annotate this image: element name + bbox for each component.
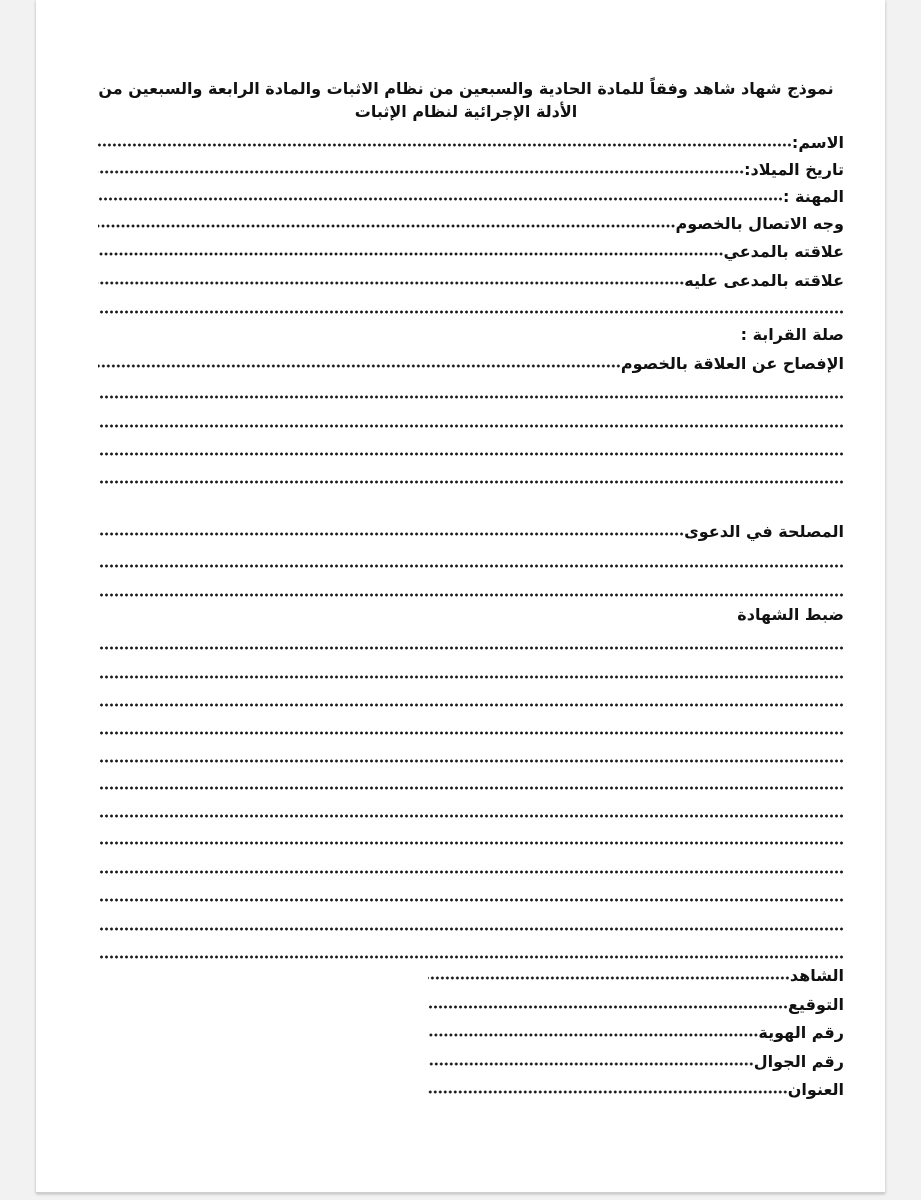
field-address-line — [428, 1090, 788, 1094]
field-profession-label: المهنة : — [783, 187, 844, 206]
field-interest[interactable] — [98, 519, 844, 541]
field-kinship-label: صلة القرابة : — [740, 325, 844, 344]
dotted-line[interactable] — [98, 955, 844, 959]
field-interest-label: المصلحة في الدعوى — [684, 522, 844, 541]
field-address[interactable] — [428, 1077, 844, 1099]
field-witness[interactable] — [428, 963, 844, 985]
field-relation-defendant-label: علاقته بالمدعى عليه — [684, 271, 844, 290]
field-address-label: العنوان — [787, 1080, 844, 1099]
field-signature-line — [428, 1005, 788, 1009]
field-relation-plaintiff-label: علاقته بالمدعي — [723, 242, 844, 261]
dotted-line[interactable] — [98, 703, 844, 707]
dotted-line[interactable] — [98, 564, 844, 568]
field-id-number-label: رقم الهوية — [758, 1023, 844, 1042]
form-title-line-1: نموذج شهاد شاهد وفقاً للمادة الحادية والسبعين من نظام الاثبات والمادة الرابعة والسبعين من — [98, 79, 834, 98]
field-disclosure[interactable] — [98, 351, 844, 373]
form-page — [36, 0, 885, 1193]
field-relation-plaintiff[interactable] — [98, 239, 844, 261]
field-relation-plaintiff-line — [98, 252, 724, 256]
dotted-line[interactable] — [98, 759, 844, 763]
field-testimony[interactable] — [98, 602, 844, 624]
field-signature-label: التوقيع — [788, 995, 844, 1014]
field-interest-line — [98, 532, 684, 536]
field-contact-parties[interactable] — [98, 211, 844, 233]
field-profession[interactable] — [98, 184, 844, 206]
field-birth-date-line — [98, 170, 744, 174]
field-name-label: الاسم: — [791, 133, 844, 152]
dotted-line[interactable] — [98, 593, 844, 597]
dotted-line[interactable] — [98, 452, 844, 456]
form-title-line-2: الأدلة الإجرائية لنظام الإثبات — [354, 102, 578, 121]
field-contact-parties-label: وجه الاتصال بالخصوم — [675, 214, 844, 233]
field-birth-date[interactable] — [98, 157, 844, 179]
field-disclosure-label: الإفصاح عن العلاقة بالخصوم — [620, 354, 844, 373]
dotted-line[interactable] — [98, 786, 844, 790]
dotted-line[interactable] — [98, 927, 844, 931]
dotted-line[interactable] — [98, 898, 844, 902]
field-kinship[interactable] — [98, 322, 844, 344]
dotted-line[interactable] — [98, 870, 844, 874]
field-disclosure-line — [98, 364, 621, 368]
dotted-line[interactable] — [98, 731, 844, 735]
dotted-line[interactable] — [98, 310, 844, 314]
field-mobile-label: رقم الجوال — [753, 1052, 844, 1071]
dotted-line[interactable] — [98, 814, 844, 818]
field-signature[interactable] — [428, 992, 844, 1014]
field-relation-defendant-line — [98, 281, 684, 285]
dotted-line[interactable] — [98, 841, 844, 845]
dotted-line[interactable] — [98, 675, 844, 679]
field-mobile-line — [428, 1062, 754, 1066]
field-contact-parties-line — [98, 224, 676, 228]
field-mobile[interactable] — [428, 1049, 844, 1071]
field-relation-defendant[interactable] — [98, 268, 844, 290]
dotted-line[interactable] — [98, 395, 844, 399]
field-id-number[interactable] — [428, 1020, 844, 1042]
field-profession-line — [98, 197, 783, 201]
dotted-line[interactable] — [98, 424, 844, 428]
field-witness-line — [428, 976, 790, 980]
dotted-line[interactable] — [98, 646, 844, 650]
dotted-line[interactable] — [98, 480, 844, 484]
field-name[interactable] — [98, 130, 844, 152]
field-testimony-label: ضبط الشهادة — [737, 605, 844, 624]
field-name-line — [98, 143, 792, 147]
field-id-number-line — [428, 1033, 758, 1037]
field-birth-date-label: تاريخ الميلاد: — [744, 160, 844, 179]
field-witness-label: الشاهد — [789, 966, 844, 985]
